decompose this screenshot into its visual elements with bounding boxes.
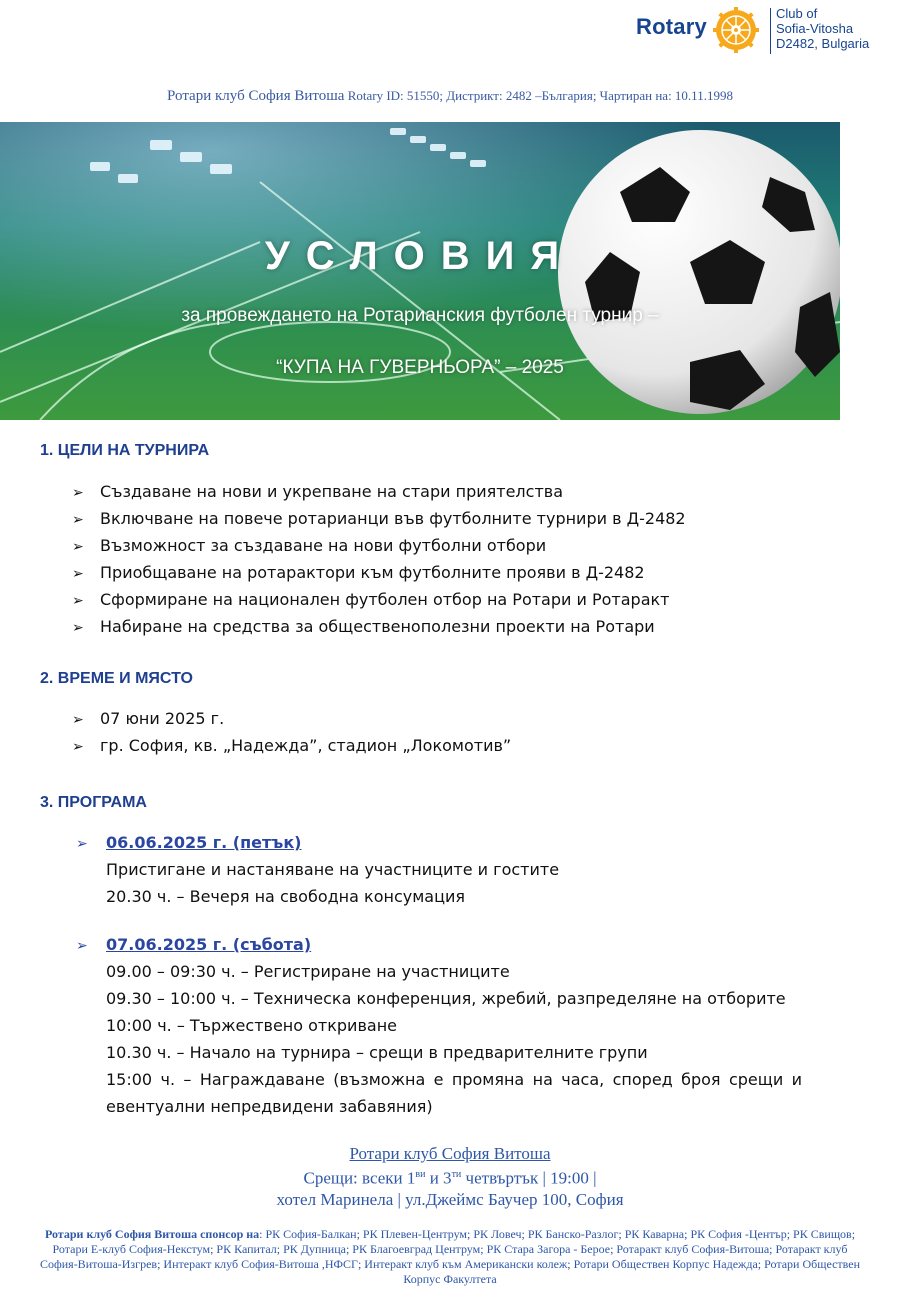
list-item-text: 07 юни 2025 г.: [100, 709, 225, 728]
section-time-place-title: 2. ВРЕМЕ И МЯСТО: [40, 670, 193, 687]
arrow-bullet-icon: ➢: [72, 593, 84, 609]
section-goals-title: 1. ЦЕЛИ НА ТУРНИРА: [40, 442, 210, 459]
program-day-heading: [76, 931, 802, 958]
list-item-text: гр. София, кв. „Надежда”, стадион „Локомотив”: [100, 736, 512, 755]
arrow-bullet-icon: ➢: [72, 539, 84, 555]
list-item: [72, 732, 511, 759]
program-line: 10:00 ч. – Тържествено откриване: [106, 1016, 397, 1035]
program-line: 15:00 ч. – Награждаване (възможна е промяна на часа, според броя срещи и евентуални непредвидени забавяния): [106, 1070, 802, 1116]
program-day: [76, 931, 802, 1120]
rotary-logo: [636, 6, 886, 56]
list-item-text: Сформиране на национален футболен отбор на Ротари и Ротаракт: [100, 590, 670, 609]
footer-meetings-text: и 3: [425, 1168, 452, 1188]
arrow-bullet-icon: ➢: [72, 712, 84, 728]
banner: [0, 122, 840, 420]
banner-subtitle-cup: “КУПА НА ГУВЕРНЬОРА” – 2025: [276, 357, 564, 378]
list-item-text: Възможност за създаване на нови футболни отбори: [100, 536, 547, 555]
arrow-bullet-icon: ➢: [72, 620, 84, 636]
list-item: [72, 613, 686, 640]
program-line: 09.30 – 10:00 ч. – Техническа конференция, жребий, разпределяне на отборите: [106, 989, 786, 1008]
list-item-text: Приобщаване на ротарактори към футболните прояви в Д-2482: [100, 563, 645, 582]
footer-address: хотел Маринела | ул.Джеймс Баучер 100, София: [276, 1189, 624, 1209]
program-day-date: 07.06.2025 г. (събота): [106, 935, 312, 954]
list-item-text: Включване на повече ротарианци във футболните турнири в Д-2482: [100, 509, 686, 528]
list-item: [72, 478, 686, 505]
program-day: [76, 829, 559, 910]
program-day-heading: [76, 829, 559, 856]
arrow-bullet-icon: ➢: [76, 836, 88, 852]
footer-sponsors: [38, 1227, 862, 1287]
arrow-bullet-icon: ➢: [72, 512, 84, 528]
rotary-wheel-icon: [712, 6, 760, 54]
goals-list: [72, 478, 686, 640]
arrow-bullet-icon: ➢: [72, 739, 84, 755]
logo-club-text: [776, 6, 869, 51]
club-name: Ротари клуб София Витоша: [167, 88, 345, 104]
arrow-bullet-icon: ➢: [76, 938, 88, 954]
list-item: [72, 532, 686, 559]
logo-club-line: Sofia-Vitosha: [776, 21, 854, 36]
sponsor-label: Ротари клуб София Витоша спонсор на: [44, 1227, 260, 1241]
list-item: [72, 705, 511, 732]
list-item: [72, 505, 686, 532]
logo-club-line: Club of: [776, 6, 818, 21]
sponsor-list: : РК София-Балкан; РК Плевен-Центрум; РК Ловеч; РК Банско-Разлог; РК Каварна; РК София -Център; РК Свищов; Ротари Е-клуб София-Некстум; РК Капитал; РК Дупница; РК Благоевград Центрум; РК Стара Загора - Берое; Ротаракт клуб София-Витоша; Ротаракт клуб София-Витоша-Изгрев; Интеракт клуб София-Витоша ,НФСГ; Интеракт клуб към Американски колеж; Ротари Обществен Корпус Надежда; Ротари Обществен Корпус Факултета: [39, 1227, 861, 1286]
footer-sup: ви: [415, 1169, 426, 1180]
logo-club-line: D2482, Bulgaria: [776, 36, 870, 51]
program-line: 10.30 ч. – Начало на турнира – срещи в предварителните групи: [106, 1043, 648, 1062]
program-line: 20.30 ч. – Вечеря на свободна консумация: [106, 887, 465, 906]
logo-wordmark: Rotary: [636, 14, 707, 39]
footer-meetings-text: Срещи: всеки 1: [303, 1168, 416, 1188]
program-day-date: 06.06.2025 г. (петък): [106, 833, 302, 852]
arrow-bullet-icon: ➢: [72, 485, 84, 501]
footer-club-info: [0, 1143, 900, 1210]
banner-subtitle: за провеждането на Ротарианския футболен турнир –: [181, 305, 659, 326]
footer-meetings: [0, 1164, 900, 1189]
list-item-text: Набиране на средства за общественополезни проекти на Ротари: [100, 617, 655, 636]
footer-sup: ти: [451, 1169, 462, 1180]
time-place-list: [72, 705, 511, 759]
club-info-line: [0, 88, 900, 105]
program-line: 09.00 – 09:30 ч. – Регистриране на участниците: [106, 962, 510, 981]
footer-club-name: Ротари клуб София Витоша: [349, 1144, 551, 1163]
list-item: [72, 559, 686, 586]
section-program-title: 3. ПРОГРАМА: [40, 794, 147, 811]
arrow-bullet-icon: ➢: [72, 566, 84, 582]
club-details: Rotary ID: 51550; Дистрикт: 2482 –България; Чартиран на: 10.11.1998: [347, 88, 733, 103]
list-item: [72, 586, 686, 613]
footer-meetings-text: четвъртък | 19:00 |: [461, 1168, 597, 1188]
logo-divider: [770, 8, 771, 54]
banner-title: УСЛОВИЯ: [264, 234, 576, 278]
list-item-text: Създаване на нови и укрепване на стари приятелства: [100, 482, 563, 501]
program-line: Пристигане и настаняване на участниците и гостите: [106, 860, 560, 879]
